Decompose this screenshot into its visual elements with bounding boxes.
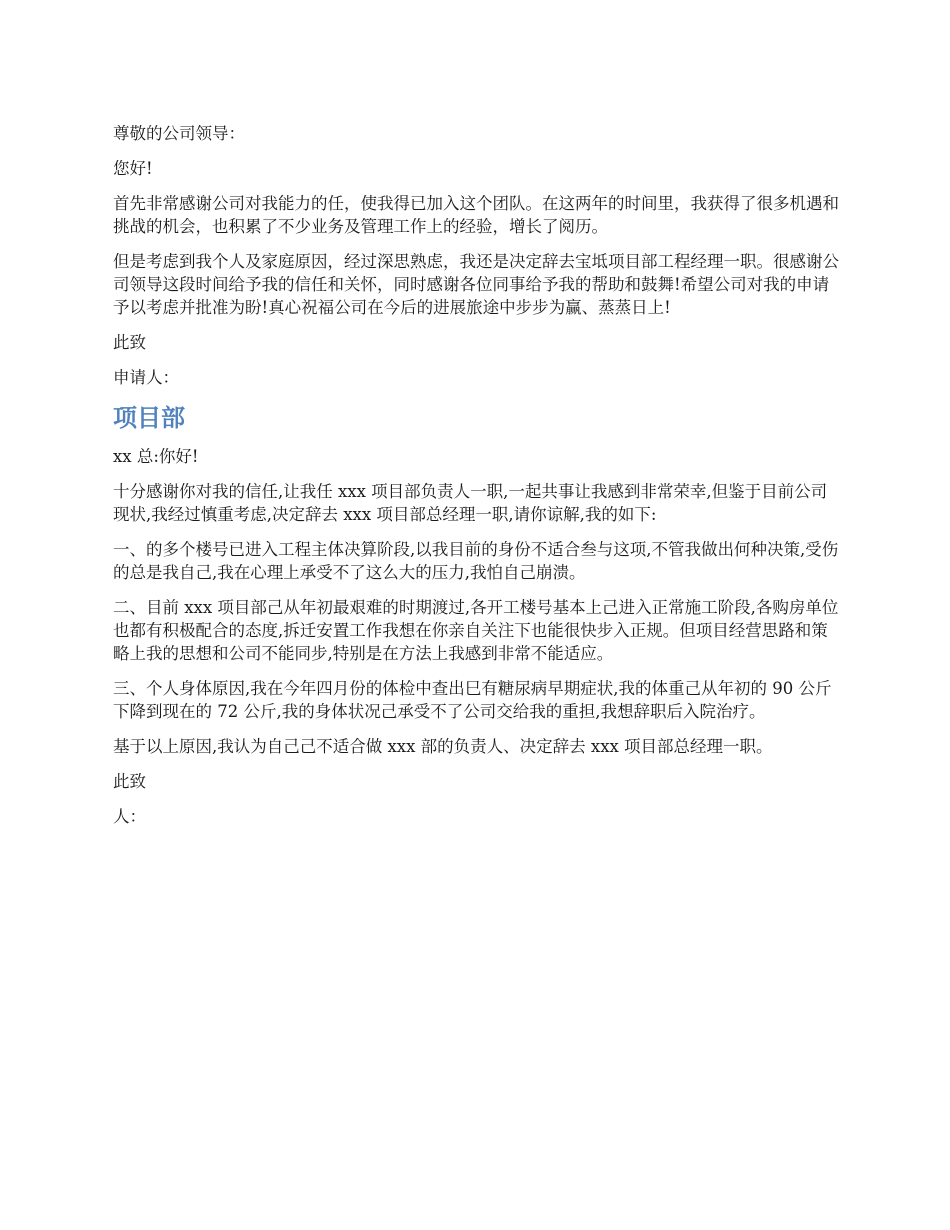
- letter1-paragraph: 但是考虑到我个人及家庭原因，经过深思熟虑，我还是决定辞去宝坻项目部工程经理一职。很感谢公司领导这段时间给予我的信任和关怀，同时感谢各位同事给予我的帮助和鼓舞!希望公司对我的申请予以考虑并批准为盼!真心祝福公司在今后的进展旅途中步步为赢、蒸蒸日上!: [113, 252, 839, 317]
- letter2-closing: 此致: [113, 772, 146, 791]
- letter1-signature: 申请人：: [113, 368, 179, 387]
- section-heading: 项目部: [113, 404, 185, 432]
- document-page: [113, 122, 841, 840]
- letter1-salutation: 尊敬的公司领导：: [113, 124, 245, 143]
- letter1-closing: 此致: [113, 333, 146, 352]
- letter2-paragraph: 一、的多个楼号已进入工程主体决算阶段,以我目前的身份不适合叁与这项,不管我做出何种决策,受伤的总是我自己,我在心理上承受不了这么大的压力,我怕自己崩溃。: [113, 540, 839, 582]
- letter2-paragraph: 三、个人身体原因,我在今年四月份的体检中查出巳有糖尿病早期症状,我的体重己从年初的 90 公斤下降到现在的 72 公斤,我的身体状况己承受不了公司交给我的重担,我想辞职后入院治疗。: [113, 679, 832, 721]
- letter2-paragraph: 十分感谢你对我的信任,让我任 xxx 项目部负责人一职,一起共事让我感到非常荣幸,但鉴于目前公司现状,我经过慎重考虑,决定辞去 xxx 项目部总经理一职,请你谅解,我的如下:: [113, 482, 828, 524]
- letter2-salutation: xx 总:你好!: [113, 447, 199, 466]
- letter2-paragraph: 基于以上原因,我认为自己己不适合做 xxx 部的负责人、决定辞去 xxx 项目部总经理一职。: [113, 737, 773, 756]
- letter2-signature: 人：: [113, 807, 146, 826]
- letter2-paragraph: 二、目前 xxx 项目部己从年初最艰难的时期渡过,各开工楼号基本上己进入正常施工阶段,各购房单位也都有积极配合的态度,拆迁安置工作我想在你亲自关注下也能很快步入正规。但项目经营思路和策略上我的思想和公司不能同步,特别是在方法上我感到非常不能适应。: [113, 598, 839, 663]
- letter1-paragraph: 首先非常感谢公司对我能力的任，使我得已加入这个团队。在这两年的时间里，我获得了很多机遇和挑战的机会，也积累了不少业务及管理工作上的经验，增长了阅历。: [113, 194, 839, 236]
- letter1-greeting: 您好!: [113, 159, 153, 178]
